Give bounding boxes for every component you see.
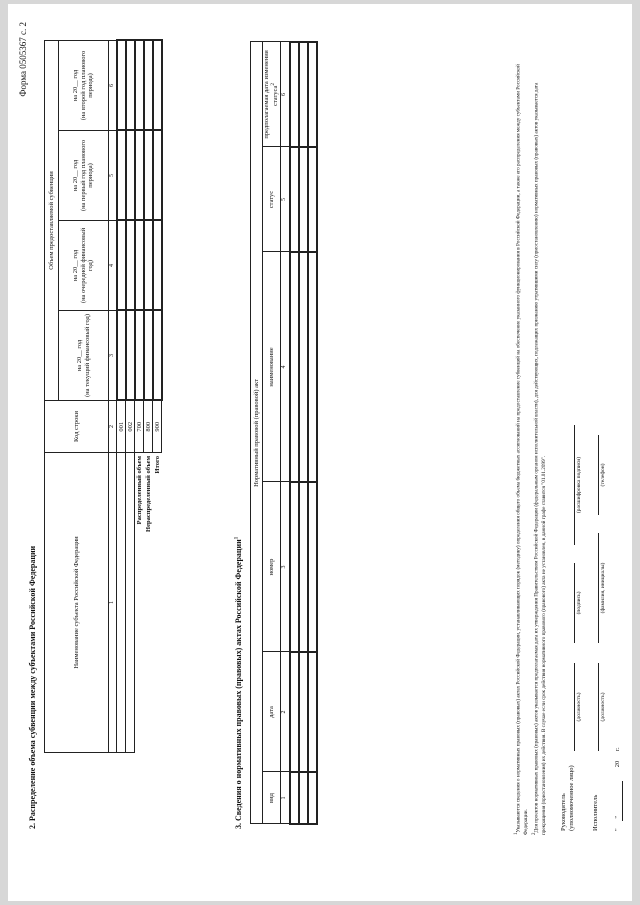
value-cell[interactable] xyxy=(126,311,135,401)
value-cell[interactable] xyxy=(153,221,162,311)
caption-signature: (подпись) xyxy=(576,591,582,615)
col-header-act: Нормативный правовой (правовой) акт xyxy=(251,42,263,824)
act-cell[interactable] xyxy=(299,147,308,252)
value-cell[interactable] xyxy=(144,41,153,131)
executor-phone-line[interactable] xyxy=(598,435,599,515)
value-cell[interactable] xyxy=(144,221,153,311)
head-decode-line[interactable] xyxy=(574,425,575,545)
date-line: " " 20 г. xyxy=(614,747,621,831)
subject-name-cell[interactable] xyxy=(117,453,126,753)
col-header-volume: Объем предоставляемой субвенции xyxy=(45,41,59,401)
value-cell[interactable] xyxy=(153,41,162,131)
act-cell[interactable] xyxy=(308,42,317,147)
subsidy-distribution-table xyxy=(44,40,163,754)
act-cell[interactable] xyxy=(290,42,299,147)
value-cell[interactable] xyxy=(153,311,162,401)
scanned-page xyxy=(8,4,632,901)
date-month-line[interactable] xyxy=(622,781,623,821)
col-header-year-current: на 20__ год (на текущий финансовый год) xyxy=(59,311,109,401)
table-row xyxy=(308,42,317,824)
value-cell[interactable] xyxy=(126,131,135,221)
caption-fio: (фамилия, инициалы) xyxy=(600,562,606,614)
act-cell[interactable] xyxy=(308,252,317,482)
form-reference: Форма 0505367 с. 2 xyxy=(18,22,28,97)
value-cell[interactable] xyxy=(117,311,126,401)
caption-decode: (расшифровка подписи) xyxy=(576,456,582,514)
value-cell[interactable] xyxy=(126,221,135,311)
act-cell[interactable] xyxy=(308,772,317,824)
act-cell[interactable] xyxy=(290,252,299,482)
value-cell[interactable] xyxy=(117,131,126,221)
col-header-name: наименование xyxy=(263,252,281,482)
col-header-year-plan1: на 20__ год (на первый год планового периода) xyxy=(59,131,109,221)
column-numbers-row: 1 2 3 4 5 6 xyxy=(109,41,117,753)
act-cell[interactable] xyxy=(299,252,308,482)
table-row xyxy=(117,41,126,753)
value-cell[interactable] xyxy=(117,41,126,131)
caption-exec-position: (должность) xyxy=(600,692,606,722)
total-row-sum: Итого 900 xyxy=(153,41,162,753)
col-header-type: вид xyxy=(263,772,281,824)
table-row xyxy=(290,42,299,824)
footnote-2: $^2$Для проектов нормативных правовых (правовых) актов указывается предполагаемая дата их утверждения Правительством Российской Федерации (федеральным органом исполнительной власти), для действующих, подлежащих признанию утратившими силу (приостановлению) нормативных правовых (правовых) актов указывается дата прекращения (приостановления) их действия. В случае если срок действия нормативного правового (правового) акта не установлен, в данной графе ставится "01.01.2099". xyxy=(531,82,548,835)
head-signature-line[interactable] xyxy=(574,563,575,643)
value-cell[interactable] xyxy=(126,41,135,131)
col-header-date: дата xyxy=(263,652,281,772)
head-label: Руководитель xyxy=(560,793,567,831)
act-cell[interactable] xyxy=(308,482,317,652)
row-code-cell: 002 xyxy=(126,401,135,453)
col-header-year-next: на 20__ год (на очередной финансовый год) xyxy=(59,221,109,311)
rotated-form xyxy=(8,4,632,901)
total-row-undistributed: Нераспределенный объем 800 xyxy=(144,41,153,753)
section2-title: 2. Распределение объема субвенции между субъектами Российской Федерации xyxy=(28,545,37,829)
col-header-row-code: Код строки xyxy=(45,401,109,453)
act-cell[interactable] xyxy=(299,772,308,824)
section3-title: 3. Сведения о нормативных правовых (правовых) актах Российской Федерации$^1$ xyxy=(234,536,243,829)
caption-position: (должность) xyxy=(576,692,582,722)
act-cell[interactable] xyxy=(290,652,299,772)
value-cell[interactable] xyxy=(117,221,126,311)
value-cell[interactable] xyxy=(144,311,153,401)
table-row xyxy=(299,42,308,824)
act-cell[interactable] xyxy=(299,652,308,772)
total-row-distributed: Распределенный объем 700 xyxy=(135,41,144,753)
footnotes xyxy=(513,55,549,835)
value-cell[interactable] xyxy=(135,311,144,401)
act-cell[interactable] xyxy=(299,42,308,147)
head-label-sub: (уполномоченное лицо) xyxy=(568,765,575,831)
col-header-status-date: предполагаемая дата изменения статуса$^2$ xyxy=(263,42,281,147)
footnote-1: $^1$Указываются сведения о нормативных правовых (правовых) актах Российской Федерации, устанавливающих порядок (методику) определения общего объема бюджетных ассигнований на предоставление субвенций на обеспечение указанного функционирования в Российской Федерации, а также его распределения между субъектами Российской Федерации. xyxy=(514,64,530,835)
act-cell[interactable] xyxy=(308,652,317,772)
head-position-line[interactable] xyxy=(574,663,575,751)
act-cell[interactable] xyxy=(308,147,317,252)
caption-phone: (телефон) xyxy=(600,463,606,487)
col-header-status: статус xyxy=(263,147,281,252)
value-cell[interactable] xyxy=(135,131,144,221)
value-cell[interactable] xyxy=(135,221,144,311)
executor-label: Исполнитель xyxy=(592,794,599,831)
act-cell[interactable] xyxy=(299,482,308,652)
subject-name-cell[interactable] xyxy=(126,453,135,753)
normative-acts-table xyxy=(250,41,318,825)
column-numbers-row: 1 2 3 4 5 6 xyxy=(281,42,290,824)
col-header-number: номер xyxy=(263,482,281,652)
act-cell[interactable] xyxy=(290,482,299,652)
value-cell[interactable] xyxy=(144,131,153,221)
act-cell[interactable] xyxy=(290,772,299,824)
value-cell[interactable] xyxy=(135,41,144,131)
row-code-cell: 001 xyxy=(117,401,126,453)
col-header-year-plan2: на 20__ год (на второй год планового периода) xyxy=(59,41,109,131)
value-cell[interactable] xyxy=(153,131,162,221)
table-row xyxy=(126,41,135,753)
col-header-subject-name: Наименование субъекта Российской Федерации xyxy=(45,453,109,753)
executor-fio-line[interactable] xyxy=(598,533,599,643)
executor-position-line[interactable] xyxy=(598,663,599,751)
act-cell[interactable] xyxy=(290,147,299,252)
